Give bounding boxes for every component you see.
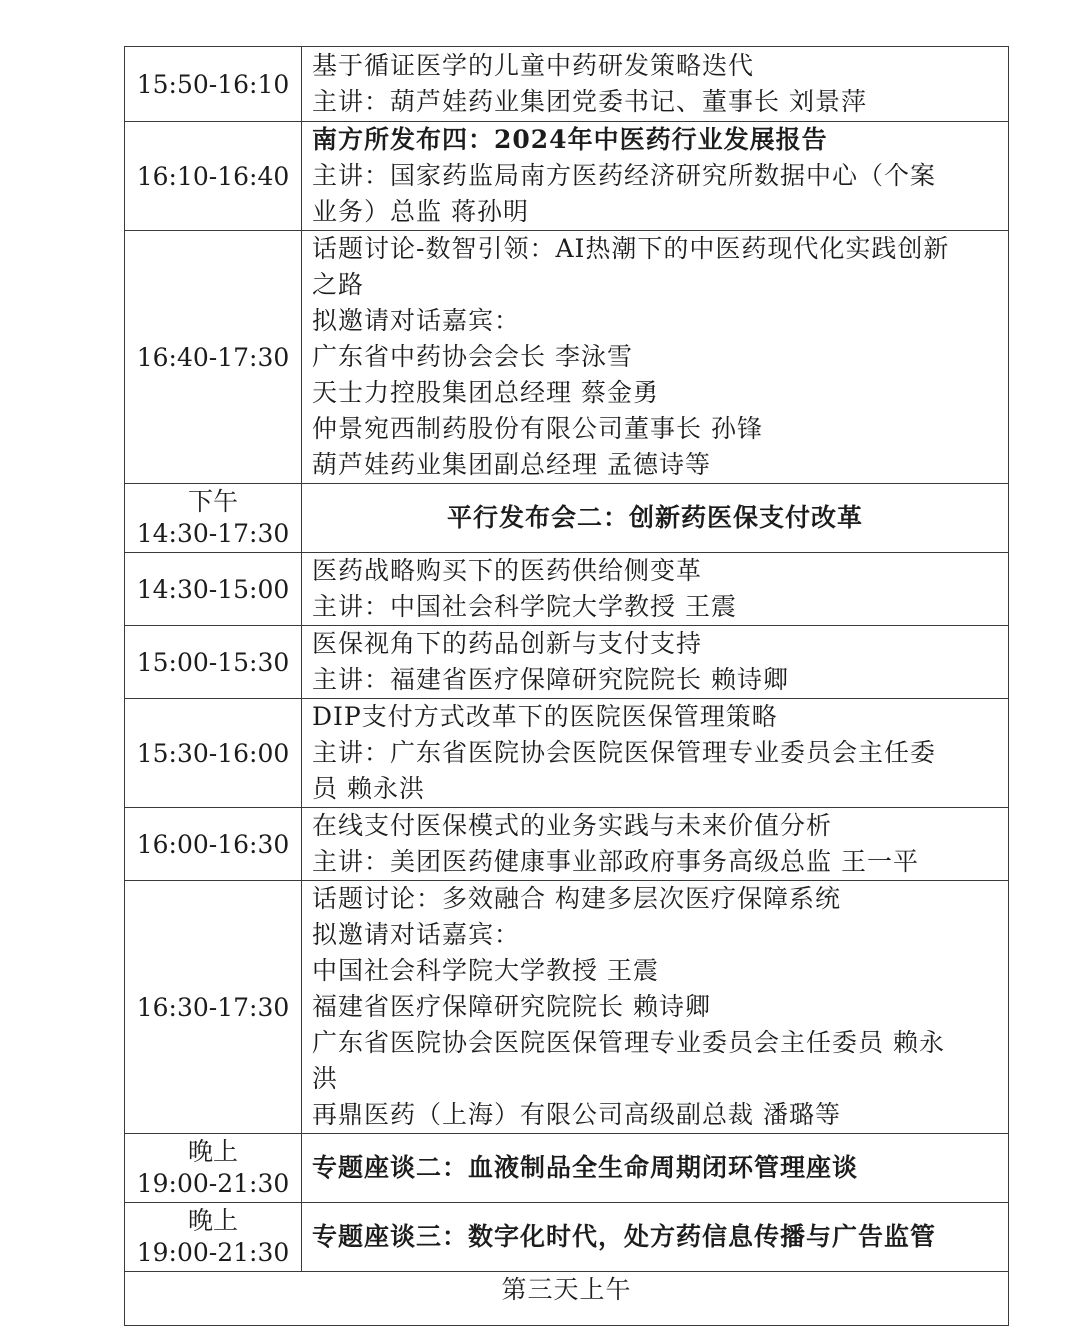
session-time: 19:00-21:30: [136, 1238, 290, 1267]
desc-cell: [302, 122, 1009, 231]
desc-cell: [302, 626, 1009, 699]
guest-heading: 拟邀请对话嘉宾：: [312, 306, 521, 335]
time-cell: 16:40-17:30: [125, 231, 302, 484]
day-row: [125, 1272, 1009, 1326]
session-row: [125, 484, 1009, 553]
time-cell: 14:30-15:00: [125, 553, 302, 626]
speaker-line: 主讲：福建省医疗保障研究院院长 赖诗卿: [312, 665, 789, 694]
guest-heading: 拟邀请对话嘉宾：: [312, 920, 521, 949]
speaker-line-cont: 业务）总监 蒋孙明: [312, 197, 529, 226]
guest-line: 广东省中药协会会长 李泳雪: [312, 342, 633, 371]
session-title: 专题座谈三：数字化时代，处方药信息传播与广告监管: [302, 1203, 1009, 1272]
session-label: 晚上: [187, 1137, 238, 1166]
topic-title: 话题讨论：多效融合 构建多层次医疗保障系统: [312, 884, 841, 913]
talk-title: 基于循证医学的儿童中药研发策略迭代: [312, 51, 755, 80]
topic-title: 话题讨论-数智引领：AI热潮下的中医药现代化实践创新: [312, 234, 950, 263]
guest-line: 福建省医疗保障研究院院长 赖诗卿: [312, 992, 711, 1021]
talk-title: 南方所发布四：2024年中医药行业发展报告: [312, 125, 828, 154]
speaker-line-cont: 员 赖永洪: [312, 774, 425, 803]
table-row: [125, 47, 1009, 122]
time-cell: 16:00-16:30: [125, 808, 302, 881]
session-row: [125, 1203, 1009, 1272]
desc-cell: [302, 231, 1009, 484]
talk-title: DIP支付方式改革下的医院医保管理策略: [312, 702, 778, 731]
agenda-table: [124, 46, 1009, 1326]
speaker-line: 主讲：国家药监局南方医药经济研究所数据中心（个案: [312, 161, 937, 190]
time-cell: 15:50-16:10: [125, 47, 302, 122]
session-title: 平行发布会二：创新药医保支付改革: [302, 484, 1009, 553]
guest-line: 中国社会科学院大学教授 王震: [312, 956, 659, 985]
talk-title: 医保视角下的药品创新与支付支持: [312, 629, 703, 658]
session-time: 14:30-17:30: [136, 519, 290, 548]
talk-title: 医药战略购买下的医药供给侧变革: [312, 556, 703, 585]
time-cell: 16:10-16:40: [125, 122, 302, 231]
desc-cell: [302, 881, 1009, 1134]
speaker-line: 主讲：中国社会科学院大学教授 王震: [312, 592, 737, 621]
session-label: 下午: [187, 487, 238, 516]
guest-line: 天士力控股集团总经理 蔡金勇: [312, 378, 659, 407]
desc-cell: [302, 808, 1009, 881]
table-row: [125, 699, 1009, 808]
time-cell: 15:00-15:30: [125, 626, 302, 699]
guest-line: 广东省医院协会医院医保管理专业委员会主任委员 赖永: [312, 1028, 945, 1057]
table-row: [125, 553, 1009, 626]
talk-title: 在线支付医保模式的业务实践与未来价值分析: [312, 811, 833, 840]
session-label: 晚上: [187, 1206, 238, 1235]
time-cell: 15:30-16:00: [125, 699, 302, 808]
table-row: [125, 881, 1009, 1134]
session-time-cell: [125, 484, 302, 553]
guest-line: 仲景宛西制药股份有限公司董事长 孙锋: [312, 414, 763, 443]
table-row: [125, 626, 1009, 699]
topic-title-cont: 之路: [312, 270, 365, 299]
table-row: [125, 231, 1009, 484]
guest-line: 葫芦娃药业集团副总经理 孟德诗等: [312, 450, 711, 479]
guest-line: 再鼎医药（上海）有限公司高级副总裁 潘璐等: [312, 1100, 841, 1129]
table-row: [125, 122, 1009, 231]
desc-cell: [302, 699, 1009, 808]
speaker-line: 主讲：广东省医院协会医院医保管理专业委员会主任委: [312, 738, 937, 767]
guest-line-cont: 洪: [312, 1064, 339, 1093]
session-time: 19:00-21:30: [136, 1169, 290, 1198]
speaker-line: 主讲：美团医药健康事业部政府事务高级总监 王一平: [312, 847, 919, 876]
session-time-cell: [125, 1203, 302, 1272]
speaker-line: 主讲：葫芦娃药业集团党委书记、董事长 刘景萍: [312, 87, 867, 116]
day-heading: 第三天上午: [125, 1272, 1009, 1326]
desc-cell: [302, 47, 1009, 122]
desc-cell: [302, 553, 1009, 626]
session-title: 专题座谈二：血液制品全生命周期闭环管理座谈: [302, 1134, 1009, 1203]
table-row: [125, 808, 1009, 881]
session-time-cell: [125, 1134, 302, 1203]
session-row: [125, 1134, 1009, 1203]
time-cell: 16:30-17:30: [125, 881, 302, 1134]
